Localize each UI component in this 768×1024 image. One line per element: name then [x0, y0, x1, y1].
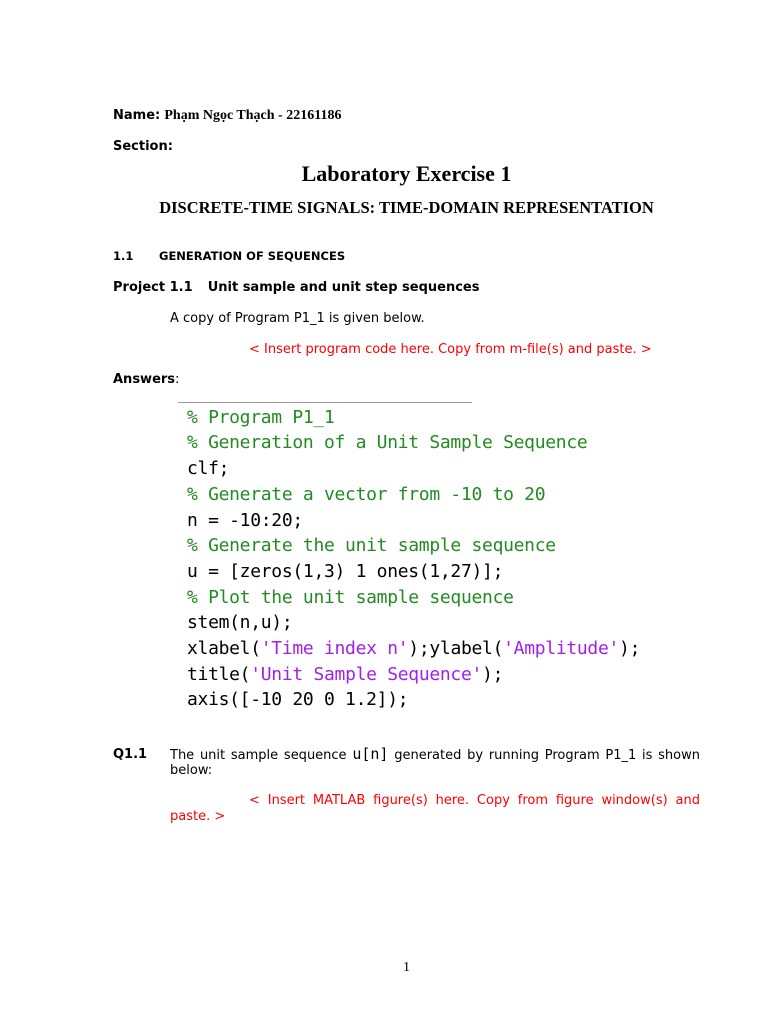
insert-figure-note-line2: paste. >: [170, 809, 226, 824]
name-line: [113, 108, 341, 124]
code-string: 'Amplitude': [503, 638, 620, 659]
project-heading: [113, 280, 479, 295]
code-line-1: % Program P1_1: [187, 407, 335, 428]
code-line-6: % Generate the unit sample sequence: [187, 535, 556, 556]
code-line-12: axis([-10 20 0 1.2]);: [187, 689, 409, 710]
answers-heading: [113, 372, 179, 387]
answers-label: Answers: [113, 372, 176, 387]
code-token: xlabel(: [187, 638, 261, 659]
question-label: Q1.1: [113, 747, 148, 762]
code-line-5: n = -10:20;: [187, 510, 303, 531]
question-text: [170, 745, 700, 763]
code-line-10: [187, 638, 640, 659]
code-line-11: [187, 664, 503, 685]
code-top-rule: [178, 402, 472, 403]
insert-code-note: < Insert program code here. Copy from m-file(s) and paste. >: [249, 342, 652, 357]
name-label: Name:: [113, 108, 161, 123]
question-code: u[n]: [352, 745, 389, 763]
code-line-2: % Generation of a Unit Sample Sequence: [187, 432, 588, 453]
insert-figure-text-a: < Insert MATLAB figure(s) here. Copy from figure window(s) and: [249, 793, 700, 808]
code-string: 'Unit Sample Sequence': [250, 664, 483, 685]
code-string: 'Time index n': [260, 638, 409, 659]
code-line-9: stem(n,u);: [187, 612, 293, 633]
code-token: title(: [187, 664, 251, 685]
code-line-4: % Generate a vector from -10 to 20: [187, 484, 546, 505]
question-text-c: below:: [170, 763, 213, 778]
page-subtitle: DISCRETE-TIME SIGNALS: TIME-DOMAIN REPRESENTATION: [159, 198, 654, 217]
project-title: Unit sample and unit step sequences: [207, 280, 480, 295]
code-token: );ylabel(: [408, 638, 504, 659]
insert-figure-note-line1: [249, 793, 700, 808]
code-token: );: [619, 638, 641, 659]
question-text-b: generated by running Program P1_1 is shown: [388, 748, 700, 763]
code-line-7: u = [zeros(1,3) 1 ones(1,27)];: [187, 561, 504, 582]
section-number: 1.1: [113, 249, 134, 263]
page-title: Laboratory Exercise 1: [301, 161, 512, 186]
question-text-a: The unit sample sequence: [170, 748, 353, 763]
section-title: GENERATION OF SEQUENCES: [159, 249, 346, 263]
name-value: Phạm Ngọc Thạch - 22161186: [164, 108, 342, 123]
section-label: Section:: [113, 139, 173, 154]
project-label: Project 1.1: [113, 280, 193, 295]
code-line-8: % Plot the unit sample sequence: [187, 587, 514, 608]
page-number: 1: [403, 960, 410, 975]
answers-colon: :: [175, 372, 180, 387]
code-line-3: clf;: [187, 458, 230, 479]
copy-text: A copy of Program P1_1 is given below.: [170, 311, 425, 326]
code-token: );: [482, 664, 504, 685]
code-screenshot: [178, 402, 641, 714]
